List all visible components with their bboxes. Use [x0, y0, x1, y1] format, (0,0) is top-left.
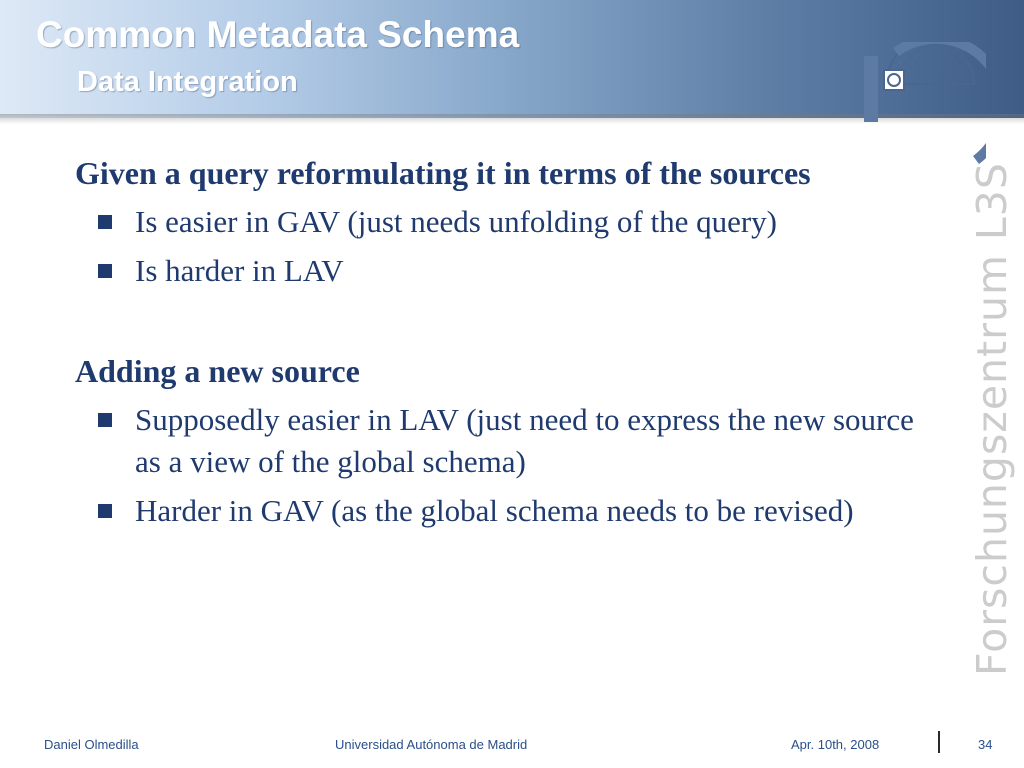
- footer-date: Apr. 10th, 2008: [791, 737, 880, 752]
- section-heading: Given a query reformulating it in terms of the sources: [75, 155, 811, 191]
- footer-author: Daniel Olmedilla: [44, 737, 139, 752]
- slide-content: [75, 152, 915, 532]
- observatory-dome-icon: [856, 42, 986, 164]
- footer-institution: Universidad Autónoma de Madrid: [335, 737, 528, 752]
- slide-title: Common Metadata Schema: [36, 14, 520, 55]
- bullet-text: Harder in GAV (as the global schema needs to be revised): [135, 493, 854, 528]
- bullet-square-icon: [98, 215, 112, 229]
- bullet-square-icon: [98, 264, 112, 278]
- bullet-square-icon: [98, 413, 112, 427]
- bullet-item: [75, 490, 915, 532]
- bullet-item: [75, 399, 915, 483]
- bullet-item: [75, 201, 915, 243]
- bullet-text: Supposedly easier in LAV (just need to express the new source as a view of the global schema): [135, 402, 914, 479]
- slide-subtitle: Data Integration: [77, 66, 298, 98]
- side-brand-text: Forschungszentrum L3S: [968, 162, 1016, 676]
- section-heading: Adding a new source: [75, 353, 360, 389]
- footer-divider: [938, 731, 940, 753]
- bullet-text: Is harder in LAV: [135, 253, 344, 288]
- bullet-square-icon: [98, 504, 112, 518]
- bullet-text: Is easier in GAV (just needs unfolding of the query): [135, 204, 777, 239]
- bullet-item: [75, 250, 915, 292]
- page-number: 34: [978, 737, 993, 752]
